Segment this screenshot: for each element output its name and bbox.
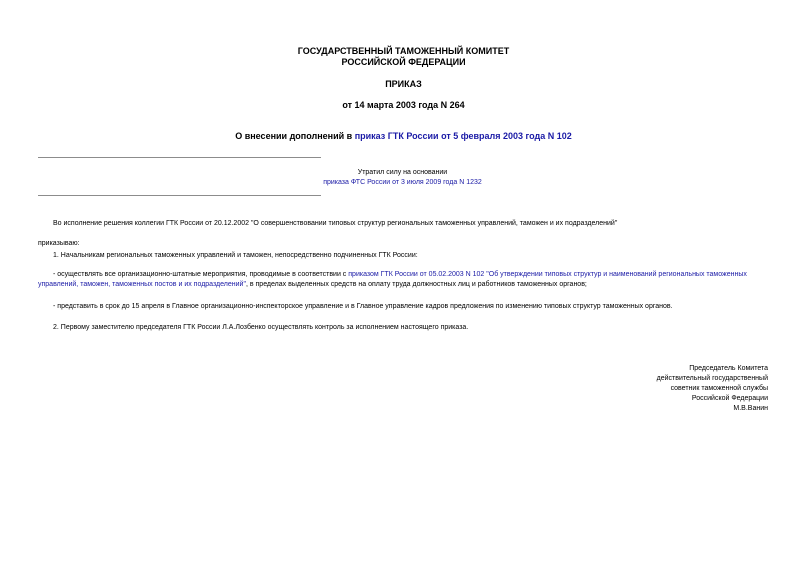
subitem-1-suffix: , в пределах выделенных средств на оплату труда должностных лиц и работников таможенных органов;: [245, 281, 587, 288]
divider-bottom: [38, 195, 321, 196]
signature-line1: Председатель Комитета: [689, 365, 768, 372]
order-102-link[interactable]: приказом ГТК России от 05.02.2003 N 102 "Об утверждении типовых структур и наименований региональных таможенных: [348, 271, 747, 278]
subitem-1-prefix: - осуществлять все организационно-штатные мероприятия, проводимые в соответствии с: [53, 271, 349, 278]
order-102-link-cont[interactable]: управлений, таможен, таможенных постов и их подразделений": [38, 281, 246, 288]
subitem-1: [38, 270, 773, 279]
status-note-link[interactable]: приказа ФТС России от 3 июля 2009 года N 1232: [323, 179, 482, 186]
org-name-line2: РОССИЙСКОЙ ФЕДЕРАЦИИ: [341, 57, 466, 67]
doc-type: ПРИКАЗ: [385, 79, 422, 89]
signature-line4: Российской Федерации: [691, 395, 768, 402]
signature-line2: действительный государственный: [656, 375, 768, 382]
item-2: 2. Первому заместителю председателя ГТК России Л.А.Лозбенко осуществлять контроль за исполнением настоящего приказа.: [53, 324, 469, 331]
subitem-2: - представить в срок до 15 апреля в Главное организационно-инспекторское управление и в Главное управление кадров предложения по изменению типовых структур таможенных органов.: [53, 303, 673, 310]
divider-top: [38, 157, 321, 158]
doc-date-number: от 14 марта 2003 года N 264: [342, 100, 465, 110]
doc-subject-prefix: О внесении дополнений в: [235, 131, 355, 141]
doc-subject-link[interactable]: приказ ГТК России от 5 февраля 2003 года N 102: [354, 131, 572, 141]
doc-subject: [0, 131, 807, 142]
signature-name: М.В.Ванин: [733, 405, 768, 412]
item-1: 1. Начальникам региональных таможенных управлений и таможен, непосредственно подчиненных ГТК России:: [53, 252, 418, 259]
signature-block: [657, 364, 768, 414]
org-name-line1: ГОСУДАРСТВЕННЫЙ ТАМОЖЕННЫЙ КОМИТЕТ: [297, 46, 510, 56]
signature-line3: советник таможенной службы: [670, 385, 768, 392]
intro-paragraph: Во исполнение решения коллегии ГТК России от 20.12.2002 "О совершенствовании типовых структур региональных таможенных управлений, таможен и их подразделений": [53, 220, 618, 227]
order-word: приказываю:: [38, 240, 80, 247]
status-note-text: Утратил силу на основании: [357, 169, 448, 176]
subitem-1-cont: [38, 280, 773, 289]
status-note: [300, 168, 505, 188]
